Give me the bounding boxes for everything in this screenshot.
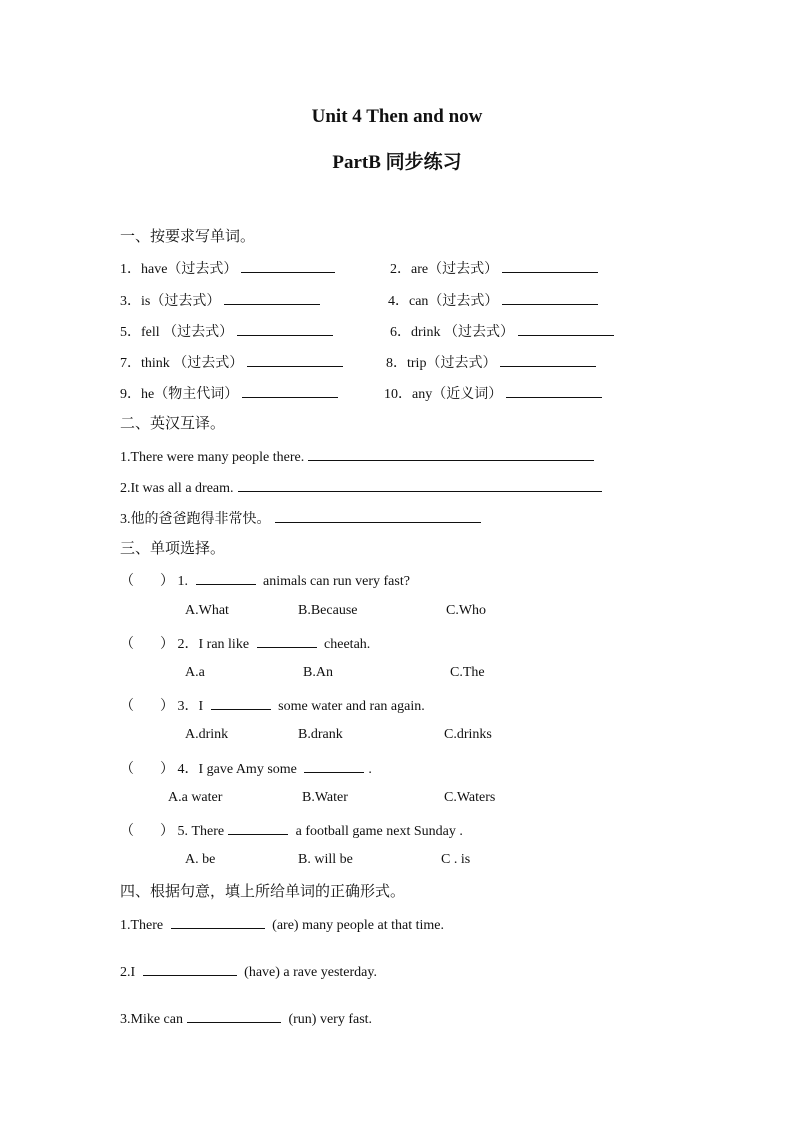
word-item [120, 384, 342, 404]
fill-item [120, 962, 377, 982]
item-text-after: (are) many people at that time. [268, 918, 444, 933]
question-row [120, 759, 372, 779]
item-text-after: (run) very fast. [284, 1012, 373, 1027]
item-number: 10． [384, 387, 412, 402]
word-item [386, 353, 600, 373]
item-text-before: 2.I [120, 965, 139, 980]
paren-close: ） [160, 762, 174, 777]
question-row [120, 821, 463, 841]
option-b[interactable]: B.Because [298, 603, 358, 618]
page-title: Unit 4 Then and now [311, 106, 483, 127]
answer-blank[interactable] [143, 962, 237, 976]
question-blank [211, 696, 271, 710]
question-text-before: 4．I gave Amy some [177, 762, 301, 777]
answer-blank[interactable] [224, 291, 320, 305]
question-text-before: 5. There [177, 824, 225, 839]
item-text-before: 3.Mike can [120, 1012, 183, 1027]
paren-open: （ [120, 637, 134, 652]
item-text: fell （过去式） [141, 325, 234, 340]
question-text-after: animals can run very fast? [259, 574, 410, 589]
answer-blank[interactable] [242, 384, 338, 398]
item-text: is（过去式） [141, 294, 221, 309]
word-item [390, 322, 618, 342]
question-text-after: . [368, 762, 372, 777]
answer-blank[interactable] [241, 259, 335, 273]
question-text-before: 1. [177, 574, 192, 589]
word-item [120, 291, 324, 311]
answer-blank[interactable] [502, 291, 598, 305]
question-text-before: 2．I ran like [177, 637, 253, 652]
question-blank [196, 571, 256, 585]
option-a[interactable]: A.a [185, 665, 205, 680]
translation-item [120, 478, 606, 498]
option-a[interactable]: A.a water [168, 790, 223, 805]
option-a[interactable]: A.drink [185, 727, 229, 742]
paren-close: ） [160, 824, 174, 839]
item-text: 3.他的爸爸跑得非常快。 [120, 512, 271, 527]
option-b[interactable]: B. will be [298, 852, 353, 867]
word-item [120, 322, 337, 342]
option-a[interactable]: A.What [185, 603, 229, 618]
word-item [390, 259, 602, 279]
answer-blank[interactable] [238, 478, 602, 492]
answer-blank[interactable] [506, 384, 602, 398]
translation-item [120, 509, 485, 529]
section-2-heading: 二、英汉互译。 [120, 416, 226, 432]
question-row [120, 571, 410, 591]
paren-close: ） [160, 699, 174, 714]
answer-blank[interactable] [171, 915, 265, 929]
item-text: drink （过去式） [411, 325, 515, 340]
question-blank [304, 759, 364, 773]
fill-item [120, 915, 444, 935]
section-1-heading: 一、按要求写单词。 [120, 229, 256, 245]
option-b[interactable]: B.An [303, 665, 333, 680]
answer-blank[interactable] [308, 447, 594, 461]
question-text-after: some water and ran again. [274, 699, 425, 714]
item-text: have（过去式） [141, 262, 238, 277]
section-3-heading: 三、单项选择。 [120, 541, 226, 557]
item-number: 3． [120, 294, 141, 309]
fill-item [120, 1009, 372, 1029]
item-text-before: 1.There [120, 918, 167, 933]
option-c[interactable]: C.drinks [444, 727, 492, 742]
answer-blank[interactable] [518, 322, 614, 336]
item-text: 2.It was all a dream. [120, 481, 234, 496]
answer-blank[interactable] [502, 259, 598, 273]
paren-close: ） [160, 637, 174, 652]
word-item [120, 353, 347, 373]
item-number: 9． [120, 387, 141, 402]
option-c[interactable]: C.The [450, 665, 485, 680]
item-number: 5． [120, 325, 141, 340]
item-number: 6． [390, 325, 411, 340]
item-text: think （过去式） [141, 356, 244, 371]
paren-open: （ [120, 824, 134, 839]
item-text: he（物主代词） [141, 387, 239, 402]
section-4-heading: 四、根据句意，填上所给单词的正确形式。 [120, 884, 406, 900]
answer-blank[interactable] [500, 353, 596, 367]
answer-blank[interactable] [187, 1009, 281, 1023]
option-c[interactable]: C.Waters [444, 790, 496, 805]
item-text: are（过去式） [411, 262, 499, 277]
item-number: 2． [390, 262, 411, 277]
item-number: 4． [388, 294, 409, 309]
answer-blank[interactable] [237, 322, 333, 336]
option-b[interactable]: B.Water [302, 790, 348, 805]
answer-blank[interactable] [247, 353, 343, 367]
option-a[interactable]: A. be [185, 852, 216, 867]
paren-open: （ [120, 762, 134, 777]
paren-open: （ [120, 699, 134, 714]
question-row [120, 696, 425, 716]
item-text-after: (have) a rave yesterday. [240, 965, 377, 980]
item-number: 1． [120, 262, 141, 277]
option-c[interactable]: C.Who [446, 603, 487, 618]
answer-blank[interactable] [275, 509, 481, 523]
option-c[interactable]: C . is [441, 852, 471, 867]
item-text: 1.There were many people there. [120, 450, 305, 465]
option-b[interactable]: B.drank [298, 727, 343, 742]
word-item [384, 384, 606, 404]
paren-close: ） [160, 574, 174, 589]
question-text-before: 3．I [177, 699, 207, 714]
word-item [120, 259, 339, 279]
question-blank [228, 821, 288, 835]
paren-open: （ [120, 574, 134, 589]
page-subtitle: PartB 同步练习 [332, 152, 462, 173]
question-blank [257, 634, 317, 648]
item-text: any（近义词） [412, 387, 503, 402]
translation-item [120, 447, 598, 467]
word-item [388, 291, 602, 311]
item-text: trip（过去式） [407, 356, 497, 371]
item-number: 7． [120, 356, 141, 371]
question-text-after: cheetah. [320, 637, 371, 652]
question-text-after: a football game next Sunday . [292, 824, 463, 839]
item-number: 8． [386, 356, 407, 371]
item-text: can（过去式） [409, 294, 499, 309]
question-row [120, 634, 370, 654]
